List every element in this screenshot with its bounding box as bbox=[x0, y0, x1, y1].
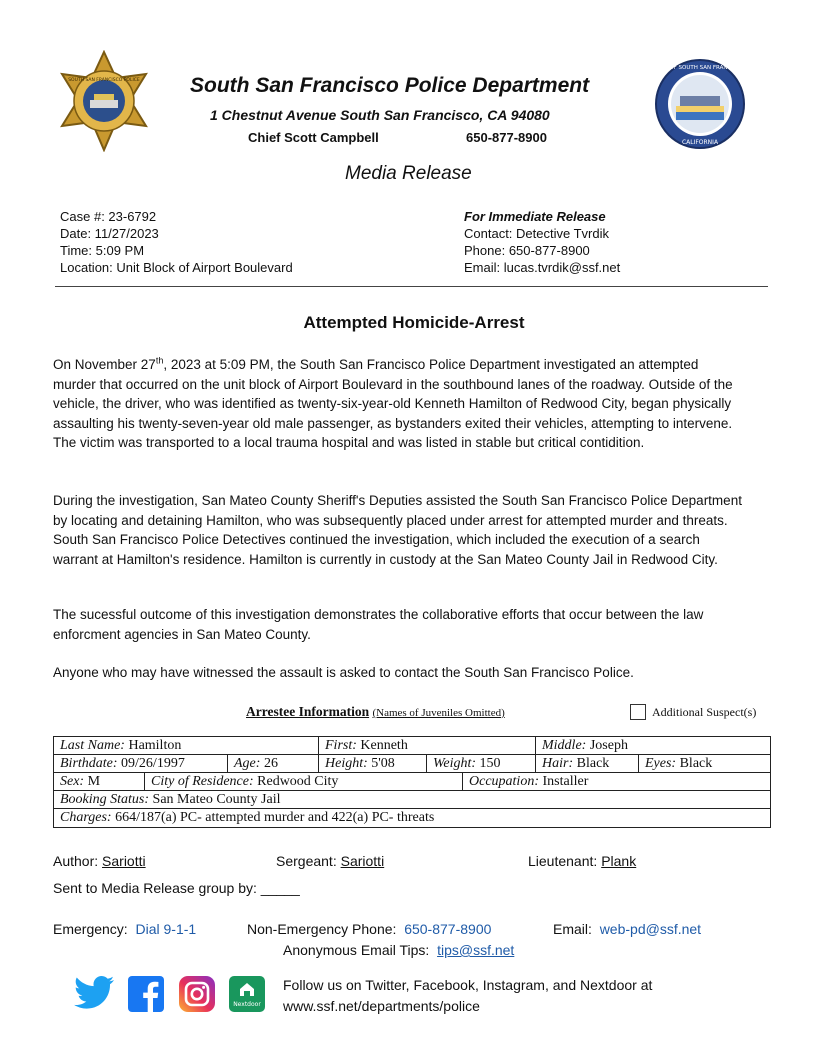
height-cell: Height: 5'08 bbox=[319, 755, 427, 772]
case-time: Time: 5:09 PM bbox=[60, 243, 145, 258]
svg-text:Nextdoor: Nextdoor bbox=[233, 1001, 261, 1008]
emergency-number[interactable]: Dial 9-1-1 bbox=[135, 921, 197, 937]
author: Author: Sariotti bbox=[53, 853, 146, 869]
age-cell: Age: 26 bbox=[228, 755, 319, 772]
city-cell: City of Residence: Redwood City bbox=[145, 773, 463, 790]
tips-link[interactable]: tips@ssf.net bbox=[437, 942, 515, 958]
headline: Attempted Homicide-Arrest bbox=[303, 313, 525, 332]
release-status: For Immediate Release bbox=[464, 209, 606, 224]
paragraph-3: The sucessful outcome of this investigation demonstrates the collaborative efforts that occur between the law enforcment agencies in San Mateo County. bbox=[53, 607, 704, 642]
city-seal-logo bbox=[654, 58, 746, 150]
contact-meta bbox=[464, 208, 620, 276]
case-date: Date: 11/27/2023 bbox=[60, 226, 159, 241]
case-location: Location: Unit Block of Airport Boulevard bbox=[60, 260, 293, 275]
department-name: South San Francisco Police Department bbox=[190, 74, 590, 97]
hair-cell: Hair: Black bbox=[536, 755, 639, 772]
contact-name: Contact: Detective Tvrdik bbox=[464, 226, 609, 241]
occupation-cell: Occupation: Installer bbox=[469, 774, 589, 789]
sex-cell: Sex: M bbox=[54, 773, 145, 790]
case-number: Case #: 23-6792 bbox=[60, 209, 157, 224]
emergency-contact: Emergency: Dial 9-1-1 bbox=[53, 921, 197, 937]
weight-cell: Weight: 150 bbox=[427, 755, 536, 772]
tips-contact: Anonymous Email Tips: tips@ssf.net bbox=[283, 942, 515, 958]
nonemergency-contact: Non-Emergency Phone: 650-877-8900 bbox=[247, 921, 492, 937]
chief-name: Chief Scott Campbell bbox=[248, 130, 379, 145]
table-row bbox=[54, 773, 770, 791]
charges-cell: Charges: 664/187(a) PC- attempted murder and 422(a) PC- threats bbox=[60, 810, 435, 825]
paragraph-1: On November 27th, 2023 at 5:09 PM, the South San Francisco Police Department investigated an attempted murder that occurred on the unit block of Airport Boulevard in the southbound lanes of the roadway. Outside of the vehicle, the driver, who was identified as twenty-six-year-old Kenneth Hamilton of Redwood City, began physically assaulting his twenty-seven-year old male passenger, as bystanders exited their vehicles, attempting to intervene. The victim was transported to a local trauma hospital and was listed in stable but critical contidition. bbox=[53, 355, 733, 450]
arrestee-title: Arrestee Information (Names of Juveniles Omitted) bbox=[246, 704, 505, 719]
paragraph-2: During the investigation, San Mateo County Sheriff's Deputies assisted the South San Francisco Police Department by locating and detaining Hamilton, who was subsequently placed under arrest for attempted murder and threats. South San Francisco Police Detectives continued the investigation, which included the execution of a search warrant at Hamilton's residence. Hamilton is currently in custody at the San Mateo County Jail in Redwood City. bbox=[53, 493, 742, 567]
contact-email: Email: lucas.tvrdik@ssf.net bbox=[464, 260, 621, 275]
follow-line-2[interactable]: www.ssf.net/departments/police bbox=[283, 998, 480, 1014]
release-type: Media Release bbox=[345, 163, 472, 184]
table-row bbox=[54, 737, 770, 755]
twitter-icon[interactable] bbox=[74, 975, 116, 1013]
table-row bbox=[54, 791, 770, 809]
department-phone: 650-877-8900 bbox=[466, 130, 547, 145]
follow-line-1: Follow us on Twitter, Facebook, Instagram, and Nextdoor at bbox=[283, 977, 653, 993]
middle-name-cell: Middle: Joseph bbox=[542, 738, 628, 753]
divider bbox=[55, 286, 768, 287]
last-name-cell: Last Name: Hamilton bbox=[54, 737, 319, 754]
svg-text:CALIFORNIA: CALIFORNIA bbox=[681, 139, 719, 146]
table-row bbox=[54, 809, 770, 827]
email-contact: Email: web-pd@ssf.net bbox=[553, 921, 702, 937]
svg-text:CITY OF SOUTH SAN FRANCISCO: CITY OF SOUTH SAN FRANCISCO bbox=[655, 65, 745, 71]
contact-phone: Phone: 650-877-8900 bbox=[464, 243, 590, 258]
table-row bbox=[54, 755, 770, 773]
first-name-cell: First: Kenneth bbox=[319, 737, 536, 754]
instagram-icon[interactable] bbox=[179, 976, 215, 1012]
sent-by: Sent to Media Release group by: _____ bbox=[53, 880, 300, 896]
booking-cell: Booking Status: San Mateo County Jail bbox=[60, 792, 281, 807]
case-meta bbox=[60, 208, 293, 276]
additional-suspect-checkbox[interactable] bbox=[630, 704, 646, 720]
facebook-icon[interactable] bbox=[128, 976, 164, 1012]
nextdoor-icon[interactable] bbox=[229, 976, 265, 1012]
lieutenant: Lieutenant: Plank bbox=[528, 853, 637, 869]
paragraph-4: Anyone who may have witnessed the assault is asked to contact the South San Francisco Police. bbox=[53, 665, 634, 680]
arrestee-table bbox=[53, 736, 771, 828]
svg-text:SOUTH SAN FRANCISCO POLICE: SOUTH SAN FRANCISCO POLICE bbox=[68, 78, 140, 83]
additional-suspect-label: Additional Suspect(s) bbox=[652, 705, 757, 719]
police-badge-logo bbox=[52, 50, 156, 152]
sergeant: Sergeant: Sariotti bbox=[276, 853, 385, 869]
nonemergency-number[interactable]: 650-877-8900 bbox=[404, 921, 492, 937]
email-link[interactable]: web-pd@ssf.net bbox=[599, 921, 702, 937]
eyes-cell: Eyes: Black bbox=[645, 756, 713, 771]
department-address: 1 Chestnut Avenue South San Francisco, CA 94080 bbox=[210, 107, 550, 123]
birthdate-cell: Birthdate: 09/26/1997 bbox=[54, 755, 228, 772]
